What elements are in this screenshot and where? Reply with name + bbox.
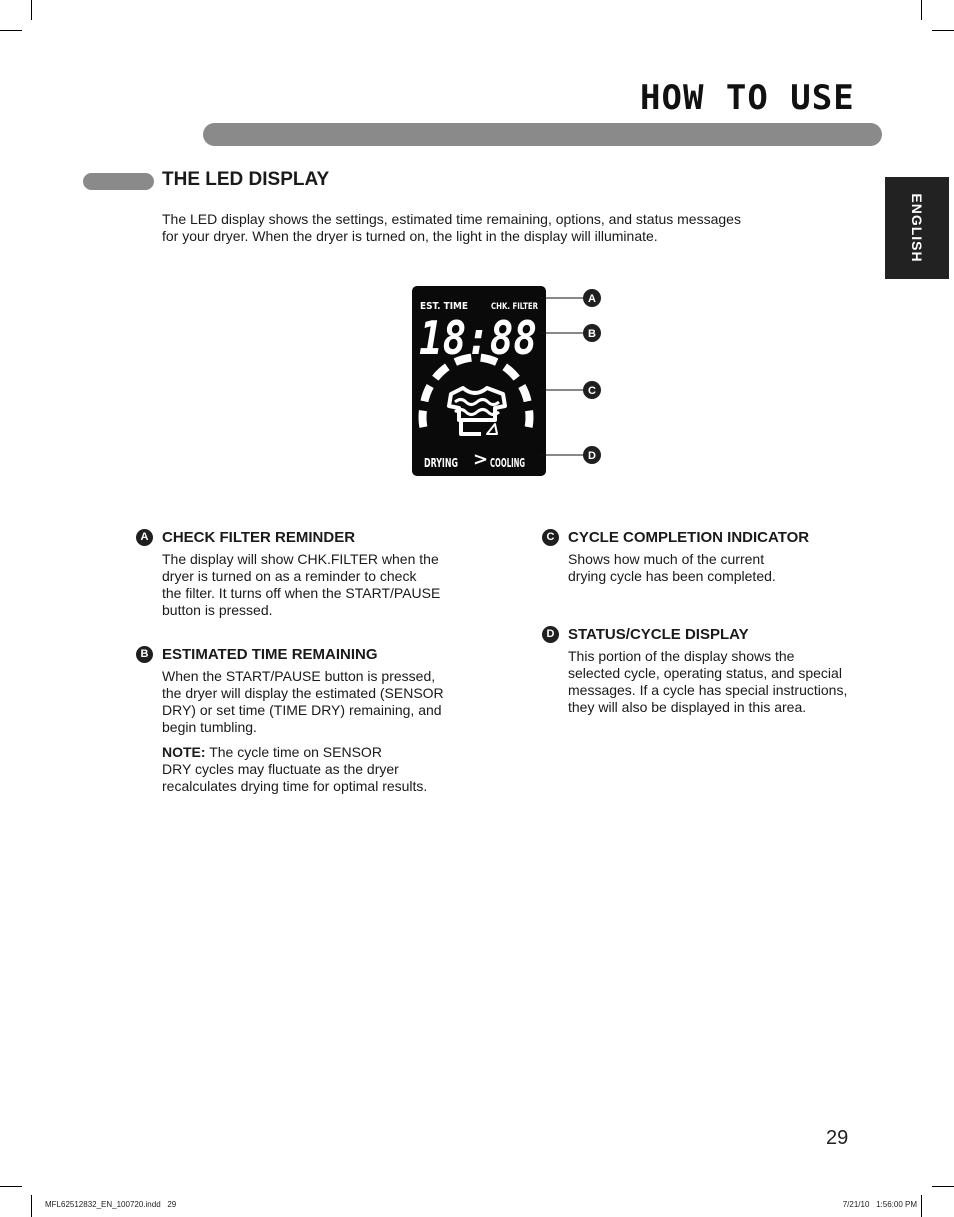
callout-label-b: B xyxy=(588,328,596,340)
note-first-line xyxy=(162,744,482,761)
body-line: Shows how much of the current xyxy=(568,551,765,567)
body-line: drying cycle has been completed. xyxy=(568,568,776,584)
body-line: The display will show CHK.FILTER when the xyxy=(162,551,439,567)
item-note-b xyxy=(162,744,482,795)
body-line: messages. If a cycle has special instructions, xyxy=(568,682,848,698)
crop-mark xyxy=(31,1195,32,1217)
note-label: NOTE: xyxy=(162,744,206,760)
status-arrow: > xyxy=(473,449,489,470)
intro-line: for your dryer. When the dryer is turned on, the light in the display will illuminate. xyxy=(162,228,658,244)
callout-label-d: D xyxy=(588,450,596,462)
led-display-figure xyxy=(405,280,610,485)
item-badge-c: C xyxy=(542,529,559,546)
page-title: HOW TO USE xyxy=(640,78,855,118)
header-bar xyxy=(203,123,882,146)
item-body-c xyxy=(568,551,888,585)
body-line: begin tumbling. xyxy=(162,719,257,735)
item-badge-b: B xyxy=(136,646,153,663)
item-badge-d: D xyxy=(542,626,559,643)
crop-mark xyxy=(921,0,922,20)
crop-mark xyxy=(921,1195,922,1217)
body-line: the filter. It turns off when the START/PAUSE xyxy=(162,585,441,601)
section-title: THE LED DISPLAY xyxy=(162,169,330,190)
body-line: button is pressed. xyxy=(162,602,273,618)
body-line: This portion of the display shows the xyxy=(568,648,795,664)
body-line: the dryer will display the estimated (SENSOR xyxy=(162,685,444,701)
language-tab xyxy=(885,177,949,279)
drying-label: DRYING xyxy=(424,456,459,470)
item-body-a xyxy=(162,551,482,619)
note-line: recalculates drying time for optimal results. xyxy=(162,778,428,794)
item-body-b xyxy=(162,668,482,736)
item-body-d xyxy=(568,648,888,716)
callout-label-c: C xyxy=(588,385,596,397)
body-line: selected cycle, operating status, and special xyxy=(568,665,842,681)
est-time-label: EST. TIME xyxy=(420,301,468,312)
crop-mark xyxy=(0,1186,22,1187)
page-number: 29 xyxy=(826,1127,849,1149)
item-heading-c: CYCLE COMPLETION INDICATOR xyxy=(568,529,810,546)
body-line: DRY) or set time (TIME DRY) remaining, and xyxy=(162,702,442,718)
body-line: they will also be displayed in this area. xyxy=(568,699,807,715)
section-pill xyxy=(83,173,154,190)
crop-mark xyxy=(31,0,32,20)
body-line: When the START/PAUSE button is pressed, xyxy=(162,668,436,684)
language-tab-label: ENGLISH xyxy=(909,193,925,263)
callout-badges xyxy=(583,289,601,464)
chk-filter-label: CHK. FILTER xyxy=(491,302,539,312)
body-line: dryer is turned on as a reminder to check xyxy=(162,568,417,584)
note-first-text: The cycle time on SENSOR xyxy=(205,744,382,760)
item-heading-b: ESTIMATED TIME REMAINING xyxy=(162,646,378,663)
footer-timestamp: 7/21/10 1:56:00 PM xyxy=(842,1200,917,1209)
callout-label-a: A xyxy=(588,293,596,305)
cooling-label: COOLING xyxy=(490,456,526,470)
intro-line: The LED display shows the settings, estimated time remaining, options, and status messages xyxy=(162,211,741,227)
note-line: DRY cycles may fluctuate as the dryer xyxy=(162,761,399,777)
section-intro xyxy=(162,211,802,245)
item-badge-a: A xyxy=(136,529,153,546)
crop-mark xyxy=(932,1186,954,1187)
footer-file-info: MFL62512832_EN_100720.indd 29 xyxy=(45,1200,177,1209)
item-heading-a: CHECK FILTER REMINDER xyxy=(162,529,356,546)
crop-mark xyxy=(0,30,22,31)
crop-mark xyxy=(932,30,954,31)
time-digits: 18:88 xyxy=(419,311,537,365)
callout-lines xyxy=(540,298,583,455)
item-heading-d: STATUS/CYCLE DISPLAY xyxy=(568,626,749,643)
